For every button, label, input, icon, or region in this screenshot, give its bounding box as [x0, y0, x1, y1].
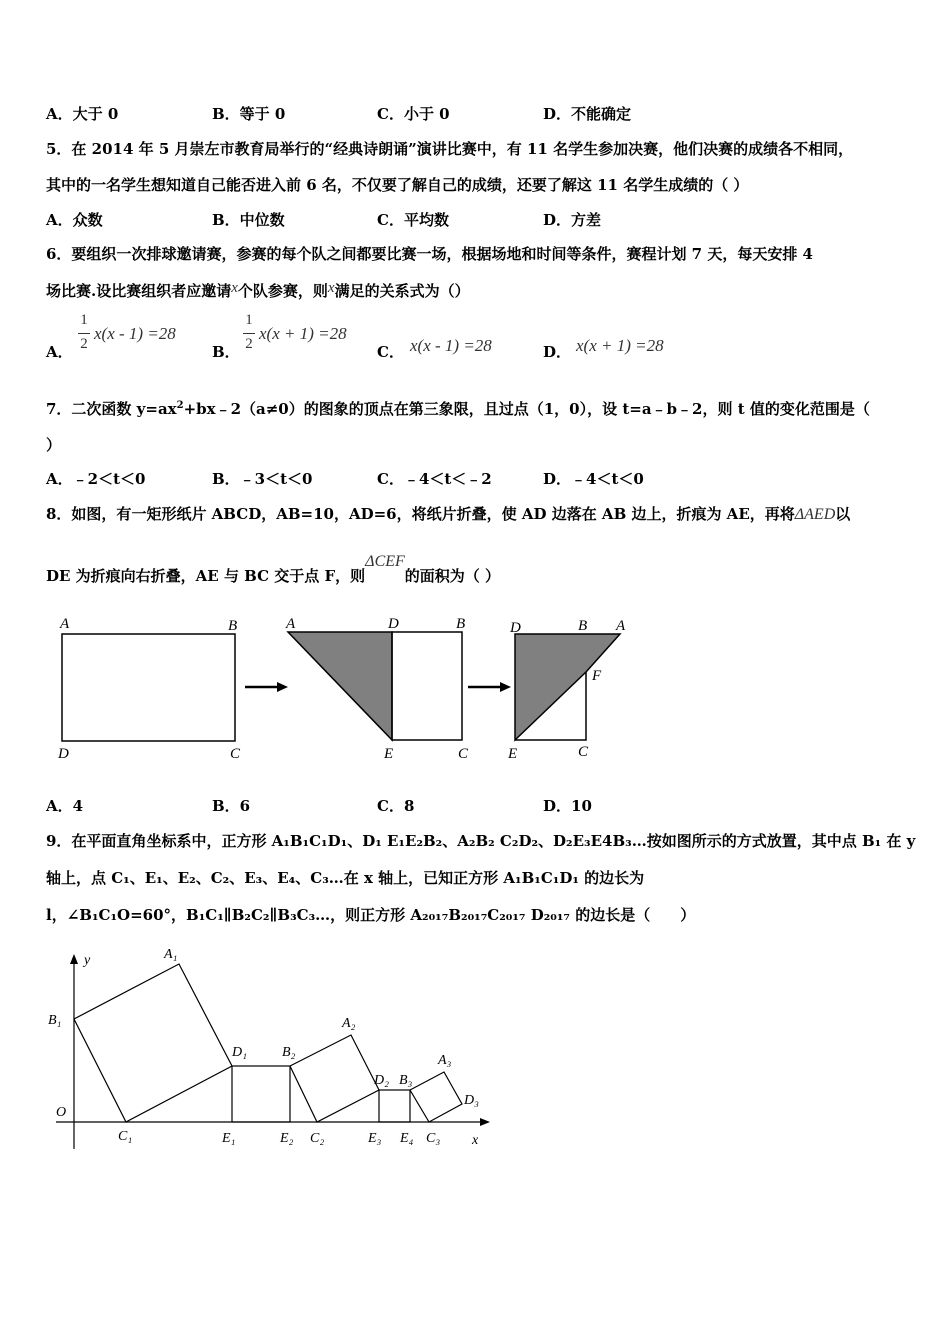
q9-square-1 [74, 964, 232, 1122]
q8-option-b: B．6 [212, 797, 251, 815]
q9-label-d2: D₂ [374, 1073, 389, 1088]
q8-fig3-label-d: D [510, 620, 521, 636]
q6-option-a-expr: x(x - 1) =28 [94, 324, 176, 343]
q6-stem-text-c: 满足的关系式为（） [334, 282, 470, 300]
q9-label-c1: C₁ [118, 1129, 133, 1144]
q9-square-e1e2 [232, 1066, 290, 1122]
q9-label-b3: B₃ [399, 1073, 413, 1088]
q4-option-d: D．不能确定 [543, 105, 632, 123]
q9-label-a3: A₃ [438, 1053, 452, 1068]
q9-stem-line2: 轴上，点 C₁、E₁、E₂、C₂、E₃、E₄、C₃…在 x 轴上，已知正方形 A₁B₁C₁D₁ 的边长为 [46, 869, 645, 887]
q9-square-e3e4 [379, 1090, 410, 1122]
q8-arrow-2 [468, 682, 511, 692]
q9-square-2 [290, 1035, 379, 1122]
q8-fig2-label-a: A [286, 616, 296, 632]
q5-option-b: B．中位数 [212, 211, 285, 229]
q6-a-frac-bar [78, 333, 90, 334]
q7-stem-line2: ） [46, 436, 62, 454]
q9-label-x: x [472, 1133, 479, 1148]
q8-fig2-label-c: C [458, 746, 469, 762]
q8-fig1-label-c: C [230, 746, 241, 762]
q6-b-frac-bar [243, 333, 255, 334]
q5-option-d: D．方差 [543, 211, 602, 229]
q6-a-frac-num: 1 [80, 312, 88, 328]
q6-stem-line2 [46, 280, 470, 301]
q6-option-d-label: D． [543, 343, 572, 361]
q9-label-c3: C₃ [426, 1131, 441, 1146]
q8-fig3-label-a: A [616, 618, 626, 634]
q9-label-b2: B₂ [282, 1045, 296, 1060]
q7-stem-line1 [46, 398, 870, 419]
q9-label-o: O [56, 1105, 67, 1120]
q8-text-c: DE 为折痕向右折叠，AE 与 BC 交于点 F，则 [46, 567, 366, 585]
q4-option-c: C．小于 0 [377, 105, 450, 123]
q6-option-c-expr: x(x - 1) =28 [410, 336, 492, 355]
q8-triangle-aed: ΔAED [794, 506, 836, 523]
q8-fig2-label-e: E [384, 746, 394, 762]
q8-arrow-1 [245, 682, 288, 692]
q6-a-frac-den: 2 [80, 336, 88, 352]
q8-fig3-label-f: F [592, 668, 602, 684]
q8-folded-shape-1 [288, 632, 462, 740]
q8-fig2-label-b: B [456, 616, 466, 632]
q7-superscript: 2 [176, 400, 184, 411]
q5-stem-line1: 5．在 2014 年 5 月崇左市教育局举行的“经典诗朗诵”演讲比赛中，有 11 名学生参加决赛，他们决赛的成绩各不相同， [46, 140, 854, 158]
q9-label-y: y [84, 953, 91, 968]
q7-option-d: D．﹣4＜t＜0 [543, 470, 644, 488]
q6-stem-text-a: 场比赛.设比赛组织者应邀请 [46, 282, 232, 300]
q9-label-e2: E₂ [280, 1131, 294, 1146]
q5-option-a: A．众数 [46, 211, 103, 229]
q6-option-c-label: C． [377, 343, 404, 361]
q6-option-a-label: A． [46, 343, 73, 361]
q9-label-e3: E₃ [368, 1131, 382, 1146]
q8-triangle-cef: ΔCEF [365, 553, 405, 570]
q7-text-b: +bx﹣2（a≠0）的图象的顶点在第三象限，且过点（1，0），设 t=a﹣b﹣2，则 t 值的变化范围是（ [183, 400, 870, 418]
q6-stem-line1: 6．要组织一次排球邀请赛，参赛的每个队之间都要比赛一场，根据场地和时间等条件，赛程计划 7 天，每天安排 4 [46, 245, 813, 263]
q8-folded-shape-2 [515, 634, 620, 740]
q8-fig1-label-a: A [60, 616, 70, 632]
q8-option-d: D．10 [543, 797, 592, 815]
q6-b-frac-num: 1 [245, 312, 253, 328]
q4-option-b: B．等于 0 [212, 105, 286, 123]
q8-fig1-label-d: D [58, 746, 69, 762]
q6-option-b-expr: x(x + 1) =28 [259, 324, 347, 343]
q4-option-a: A．大于 0 [46, 105, 119, 123]
q9-y-axis [70, 954, 78, 1149]
q6-var-x-2: x [327, 280, 335, 296]
q7-text-a: 7．二次函数 y=ax [46, 400, 177, 418]
q9-stem-line1: 9．在平面直角坐标系中，正方形 A₁B₁C₁D₁、D₁ E₁E₂B₂、A₂B₂ C₂D₂、D₂E₃E4B₃…按如图所示的方式放置，其中点 B₁ 在 y [46, 832, 916, 850]
q7-option-a: A．﹣2＜t＜0 [46, 470, 146, 488]
q6-stem-text-b: 个队参赛，则 [237, 282, 328, 300]
q6-option-d-expr: x(x + 1) =28 [576, 336, 664, 355]
q8-fig1-label-b: B [228, 618, 238, 634]
q9-label-e4: E₄ [400, 1131, 414, 1146]
q8-text-a: 8．如图，有一矩形纸片 ABCD，AB=10，AD=6，将纸片折叠，使 AD 边落在 AB 边上，折痕为 AE，再将 [46, 505, 795, 523]
q8-fig3-label-b: B [578, 618, 588, 634]
q8-fig3-label-e: E [508, 746, 518, 762]
q8-option-a: A．4 [46, 797, 84, 815]
q9-stem-line3: l，∠B₁C₁O=60°，B₁C₁∥B₂C₂∥B₃C₃…，则正方形 A₂₀₁₇B₂₀₁₇C₂₀₁₇ D₂₀₁₇ 的边长是（ ） [46, 906, 696, 924]
q8-fig3-label-c: C [578, 744, 589, 760]
q8-rectangle-abcd [62, 634, 235, 741]
q9-label-d1: D₁ [232, 1045, 247, 1060]
q8-fig2-label-d: D [388, 616, 399, 632]
q6-var-x: x [231, 280, 238, 296]
q7-option-b: B．﹣3＜t＜0 [212, 470, 313, 488]
q8-stem-line2 [46, 553, 501, 586]
q9-label-e1: E₁ [222, 1131, 236, 1146]
q8-option-c: C．8 [377, 797, 415, 815]
q9-label-c2: C₂ [310, 1131, 325, 1146]
q8-stem-line1 [46, 503, 850, 524]
q8-fold-figure [50, 612, 650, 772]
q6-b-frac-den: 2 [245, 336, 253, 352]
q9-coordinate-figure [44, 944, 494, 1159]
q7-option-c: C．﹣4＜t＜﹣2 [377, 470, 492, 488]
q8-text-b: 以 [835, 505, 851, 523]
q5-stem-line2: 其中的一名学生想知道自己能否进入前 6 名，不仅要了解自己的成绩，还要了解这 11 名学生成绩的（ ） [46, 176, 749, 194]
q9-label-b1: B₁ [48, 1013, 62, 1028]
q5-option-c: C．平均数 [377, 211, 449, 229]
q9-label-d3: D₃ [464, 1093, 479, 1108]
q9-label-a1: A₁ [164, 947, 178, 962]
q8-text-d: 的面积为（ ） [404, 567, 501, 585]
q9-square-3 [410, 1072, 462, 1122]
q9-label-a2: A₂ [342, 1016, 356, 1031]
q6-option-b-label: B． [212, 343, 240, 361]
